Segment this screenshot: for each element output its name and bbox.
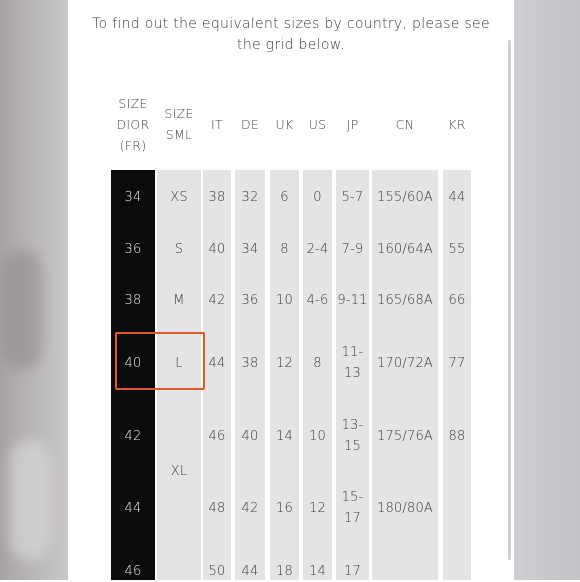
cell-de <box>231 290 269 311</box>
cell-cn-text: 170/72A <box>376 355 434 371</box>
cell-uk <box>266 353 303 374</box>
header-kr <box>437 114 477 135</box>
cell-it <box>199 498 235 519</box>
cell-uk <box>266 187 303 208</box>
cell-de-text: 40 <box>241 428 259 444</box>
cell-kr-text: 77 <box>448 355 466 371</box>
cell-uk <box>266 561 303 582</box>
cell-us <box>299 353 336 374</box>
cell-fr-text: 34 <box>124 189 142 205</box>
cell-kr-text: 66 <box>448 292 466 308</box>
cell-jp <box>332 487 373 529</box>
cell-sml-text: M <box>173 292 185 308</box>
cell-de-text: 32 <box>241 189 259 205</box>
column-cn-background <box>372 170 438 580</box>
right-background-strip <box>514 0 580 580</box>
cell-cn <box>368 426 442 447</box>
header-jp-line: JP <box>346 116 359 132</box>
intro-line-1: To find out the equivalent sizes by country, please see <box>92 16 490 32</box>
cell-uk-text: 10 <box>276 292 293 308</box>
cell-jp-text: 5-7 <box>341 189 364 205</box>
cell-de <box>231 239 269 260</box>
cell-jp-text: 13- <box>341 418 364 433</box>
cell-de-text: 36 <box>241 292 259 308</box>
cell-uk-text: 14 <box>276 428 293 444</box>
cell-jp-text: 13 <box>344 366 361 381</box>
cell-us <box>299 561 336 582</box>
intro-line-2: the grid below. <box>237 37 345 53</box>
header-us-line: US <box>308 116 327 132</box>
cell-us <box>299 426 336 447</box>
cell-kr <box>439 290 475 311</box>
cell-uk <box>266 239 303 260</box>
cell-fr <box>107 561 159 582</box>
cell-sml-text: XS <box>170 189 188 205</box>
cell-us-text: 10 <box>309 428 326 444</box>
cell-uk-text: 18 <box>276 563 293 579</box>
scrollbar[interactable] <box>508 40 511 560</box>
cell-it-text: 50 <box>208 563 226 579</box>
cell-de <box>231 187 269 208</box>
cell-us-text: 0 <box>313 189 322 205</box>
cell-de-text: 34 <box>241 241 259 257</box>
cell-cn <box>368 187 442 208</box>
header-it-line: IT <box>211 116 223 132</box>
cell-de-text: 44 <box>241 563 259 579</box>
cell-uk-text: 6 <box>280 189 289 205</box>
cell-fr <box>107 426 159 447</box>
cell-de <box>231 561 269 582</box>
cell-it <box>199 239 235 260</box>
cell-jp-text: 9-11 <box>337 292 368 308</box>
cell-it-text: 38 <box>208 189 226 205</box>
cell-cn-text: 180/80A <box>376 500 434 516</box>
cell-jp-text: 17 <box>344 563 361 579</box>
cell-jp-text: 15 <box>344 439 361 454</box>
cell-de <box>231 426 269 447</box>
cell-kr <box>439 239 475 260</box>
cell-sml <box>153 239 205 260</box>
cell-cn <box>368 290 442 311</box>
cell-kr-text: 55 <box>448 241 466 257</box>
cell-fr <box>107 187 159 208</box>
header-de-line: DE <box>240 116 260 132</box>
cell-sml-text: L <box>175 355 183 371</box>
cell-uk <box>266 426 303 447</box>
cell-us-text: 12 <box>309 500 326 516</box>
cell-it-text: 46 <box>208 428 226 444</box>
cell-cn-text: 165/68A <box>376 292 434 308</box>
header-cn-line: CN <box>395 116 415 132</box>
cell-sml <box>153 187 205 208</box>
cell-us <box>299 239 336 260</box>
cell-it <box>199 426 235 447</box>
intro-text <box>68 14 514 56</box>
cell-us-text: 8 <box>313 355 322 371</box>
cell-fr-text: 38 <box>124 292 142 308</box>
cell-de <box>231 353 269 374</box>
cell-fr <box>107 498 159 519</box>
cell-kr-text: 88 <box>448 428 466 444</box>
cell-uk-text: 8 <box>280 241 289 257</box>
cell-fr-text: 44 <box>124 500 142 516</box>
cell-it <box>199 290 235 311</box>
cell-jp-text: 15- <box>341 490 364 505</box>
cell-cn <box>368 353 442 374</box>
cell-jp-text: 7-9 <box>341 241 364 257</box>
column-us-background <box>303 170 332 580</box>
cell-jp <box>332 239 373 260</box>
left-background-strip <box>0 0 68 580</box>
cell-us <box>299 290 336 311</box>
cell-cn-text: 175/76A <box>376 428 434 444</box>
cell-jp <box>332 415 373 457</box>
cell-uk-text: 16 <box>276 500 293 516</box>
header-cn <box>366 114 444 135</box>
cell-fr-text: 46 <box>124 563 142 579</box>
cell-us-text: 4-6 <box>306 292 329 308</box>
header-fr-line: DIOR <box>116 116 150 132</box>
cell-fr-text: 42 <box>124 428 142 444</box>
cell-uk <box>266 290 303 311</box>
cell-de-text: 42 <box>241 500 259 516</box>
cell-jp <box>332 187 373 208</box>
cell-it <box>199 187 235 208</box>
cell-cn-text: 160/64A <box>376 241 434 257</box>
header-sml-line: SML <box>165 127 193 142</box>
cell-de-text: 38 <box>241 355 259 371</box>
size-40-highlight-box <box>115 332 205 390</box>
cell-it-text: 48 <box>208 500 226 516</box>
cell-kr-text: 44 <box>448 189 466 205</box>
header-sml-line: SIZE <box>164 106 194 121</box>
cell-cn <box>368 239 442 260</box>
cell-jp <box>332 561 373 582</box>
cell-us <box>299 187 336 208</box>
cell-us-text: 2-4 <box>306 241 329 257</box>
header-fr-line: SIZE <box>118 95 148 111</box>
cell-jp <box>332 290 373 311</box>
column-uk-background <box>270 170 299 580</box>
cell-sml-text: S <box>174 241 184 257</box>
cell-fr-text: 40 <box>124 355 142 371</box>
cell-cn-text: 155/60A <box>376 189 434 205</box>
column-de-background <box>235 170 265 580</box>
cell-sml <box>153 290 205 311</box>
cell-kr <box>439 187 475 208</box>
cell-us <box>299 498 336 519</box>
cell-it-text: 42 <box>208 292 226 308</box>
cell-fr <box>107 239 159 260</box>
cell-us-text: 14 <box>309 563 326 579</box>
column-it-background <box>203 170 231 580</box>
column-kr-background <box>443 170 471 580</box>
cell-it <box>199 561 235 582</box>
cell-cn <box>368 498 442 519</box>
cell-kr <box>439 426 475 447</box>
cell-de <box>231 498 269 519</box>
cell-uk-text: 12 <box>276 355 293 371</box>
cell-it-text: 40 <box>208 241 226 257</box>
cell-uk <box>266 498 303 519</box>
cell-fr <box>107 290 159 311</box>
cell-fr-text: 36 <box>124 241 142 257</box>
header-fr-line: (FR) <box>119 137 147 153</box>
cell-it-text: 44 <box>208 355 226 371</box>
cell-sml-merged: XL <box>170 464 188 479</box>
cell-jp-text: 11- <box>341 345 364 360</box>
cell-jp <box>332 342 373 384</box>
header-kr-line: KR <box>448 116 466 132</box>
cell-jp-text: 17 <box>344 511 361 526</box>
header-uk-line: UK <box>275 116 294 132</box>
cell-kr <box>439 353 475 374</box>
